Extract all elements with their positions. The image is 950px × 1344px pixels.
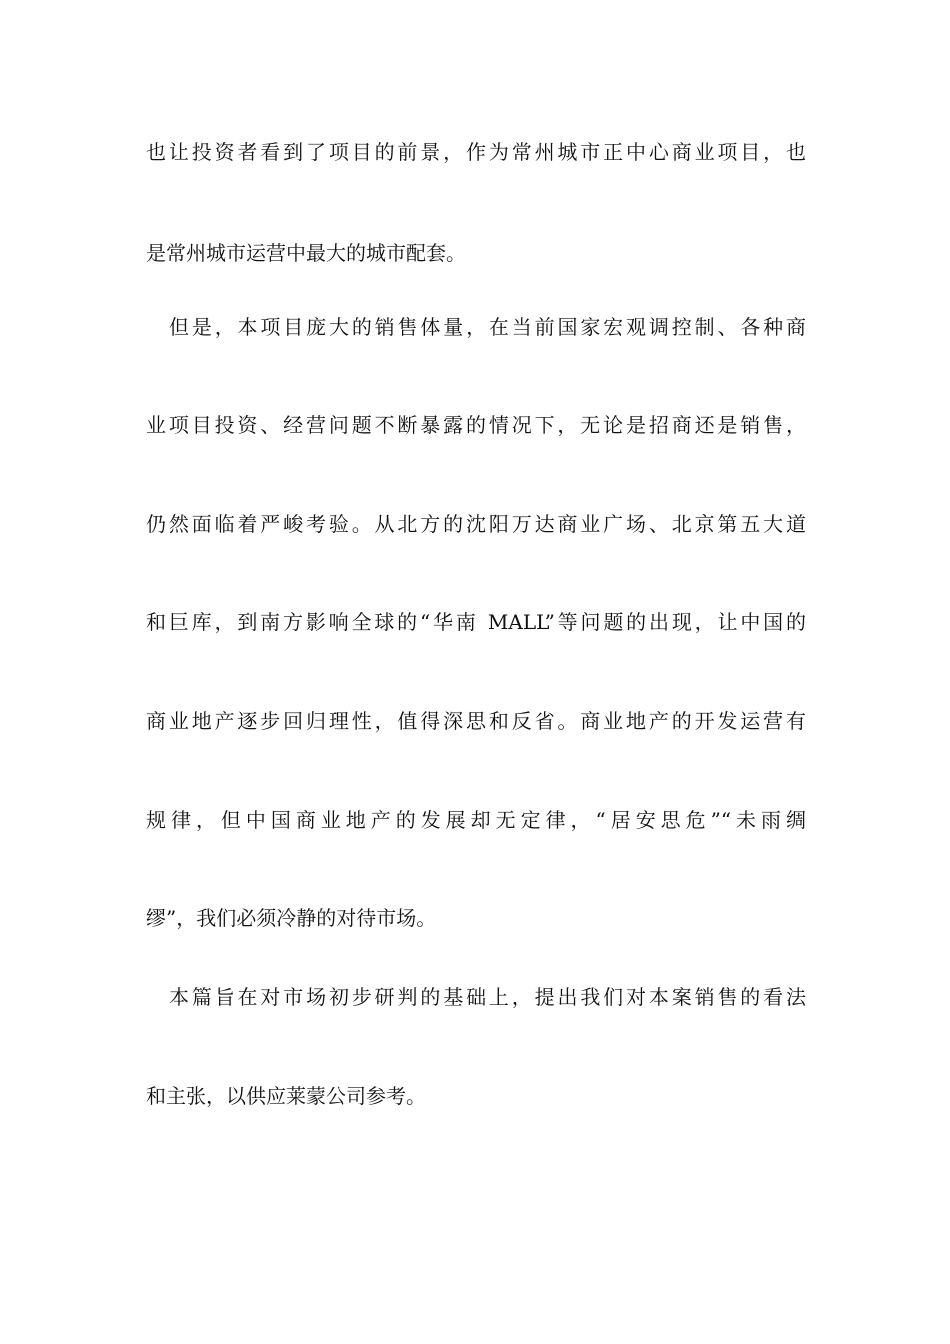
paragraph-line: 和巨库，到南方影响全球的“华南 MALL”等问题的出现，让中国的: [146, 610, 806, 634]
paragraph-line: 是常州城市运营中最大的城市配套。: [146, 241, 466, 265]
paragraph-line: 仍然面临着严峻考验。从北方的沈阳万达商业广场、北京第五大道: [146, 512, 806, 536]
paragraph-line: 缪”，我们必须冷静的对待市场。: [146, 906, 437, 930]
paragraph-line: 业项目投资、经营问题不断暴露的情况下，无论是招商还是销售，: [146, 413, 806, 437]
paragraph-line: 和主张，以供应莱蒙公司参考。: [146, 1084, 426, 1108]
paragraph-line: 商业地产逐步回归理性，值得深思和反省。商业地产的开发运营有: [146, 709, 806, 733]
paragraph-line: 也让投资者看到了项目的前景，作为常州城市正中心商业项目，也: [146, 140, 806, 164]
paragraph-line: 规律，但中国商业地产的发展却无定律，“居安思危”“未雨绸: [146, 808, 806, 832]
paragraph-line: 但是，本项目庞大的销售体量，在当前国家宏观调控制、各种商: [169, 315, 806, 339]
paragraph-line: 本篇旨在对市场初步研判的基础上，提出我们对本案销售的看法: [169, 985, 806, 1009]
